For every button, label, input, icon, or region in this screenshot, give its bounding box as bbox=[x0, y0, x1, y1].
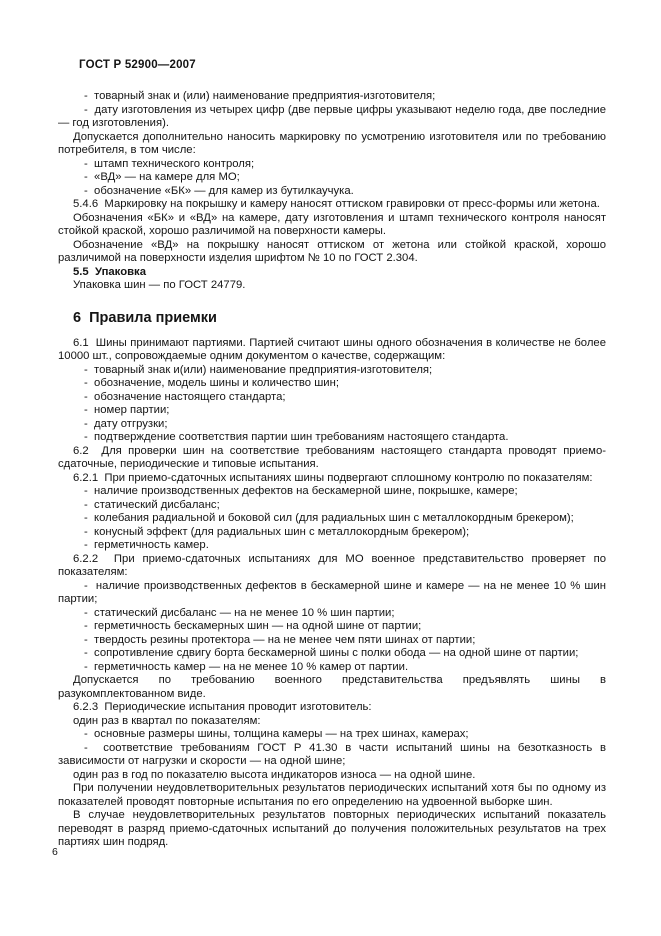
paragraph: один раз в квартал по показателям: bbox=[73, 714, 261, 727]
list-item: - обозначение «БК» — для камер из бутилкаучука. bbox=[84, 184, 354, 197]
list-item: - герметичность камер. bbox=[84, 539, 209, 551]
paragraph: 6.2.2 При приемо-сдаточных испытаниях для МО военное представительство проверяет по показателям: bbox=[58, 552, 606, 578]
paragraph: Допускается дополнительно наносить маркировку по усмотрению изготовителя или по требованию потребителя, в том числе: bbox=[58, 130, 606, 156]
paragraph: Обозначение «ВД» на покрышку наносят оттиском от жетона или стойкой краской, хорошо различимой на поверхности изделия шрифтом № 10 по ГОСТ 2.304. bbox=[58, 238, 606, 264]
paragraph: 6.1 Шины принимают партиями. Партией считают шины одного обозначения в количестве не более 10000 шт., сопровождаемые одним документом о качестве, содержащим: bbox=[58, 336, 606, 362]
list-item: - подтверждение соответствия партии шин требованиям настоящего стандарта. bbox=[84, 431, 509, 443]
list-item: - сопротивление сдвигу борта бескамерной шины с полки обода — на одной шине от партии; bbox=[84, 647, 579, 659]
paragraph: 6.2.1 При приемо-сдаточных испытаниях шины подвергают сплошному контролю по показателям: bbox=[73, 471, 593, 484]
list-item: - дату изготовления из четырех цифр (две первые цифры указывают неделю года, две последние — год изготовления). bbox=[58, 103, 606, 129]
list-item: - соответствие требованиям ГОСТ Р 41.30 в части испытаний шины на безотказность в зависимости от нагрузки и скорости — на одной шине; bbox=[58, 741, 606, 767]
section-heading: 6 Правила приемки bbox=[73, 309, 217, 326]
list-item: - обозначение, модель шины и количество шин; bbox=[84, 377, 339, 389]
page-number: 6 bbox=[52, 846, 58, 858]
list-item: - обозначение настоящего стандарта; bbox=[84, 390, 286, 403]
list-item: - статический дисбаланс — на не менее 10 % шин партии; bbox=[84, 606, 395, 619]
paragraph: При получении неудовлетворительных результатов периодических испытаний хотя бы по одному из показателей проводят повторные испытания по его определению на удвоенной выборке шин. bbox=[58, 782, 606, 808]
document-body bbox=[58, 90, 606, 850]
paragraph: 5.4.6 Маркировку на покрышку и камеру наносят оттиском гравировки от пресс-формы или жетона. bbox=[73, 198, 600, 210]
list-item: - твердость резины протектора — на не менее чем пяти шинах от партии; bbox=[84, 633, 476, 646]
list-item: - «ВД» — на камере для МО; bbox=[84, 171, 240, 183]
list-item: - наличие производственных дефектов в бескамерной шине и камере — на не менее 10 % шин партии; bbox=[58, 579, 606, 605]
list-item: - статический дисбаланс; bbox=[84, 498, 220, 511]
list-item: - колебания радиальной и боковой сил (для радиальных шин с металлокордным брекером); bbox=[84, 512, 574, 524]
list-item: - герметичность бескамерных шин — на одной шине от партии; bbox=[84, 620, 422, 632]
paragraph: один раз в год по показателю высота индикаторов износа — на одной шине. bbox=[73, 768, 476, 781]
paragraph: 6.2 Для проверки шин на соответствие требованиям настоящего стандарта проводят приемо-сдаточные, периодические и типовые испытания. bbox=[58, 444, 606, 470]
paragraph: 6.2.3 Периодические испытания проводит изготовитель: bbox=[73, 701, 372, 713]
list-item: - герметичность камер — на не менее 10 % камер от партии. bbox=[84, 660, 409, 673]
paragraph: Допускается по требованию военного представительства предъявлять шины в разукомплектованном виде. bbox=[58, 674, 606, 700]
subsection-heading: 5.5 Упаковка bbox=[73, 265, 146, 278]
list-item: - товарный знак и(или) наименование предприятия-изготовителя; bbox=[84, 363, 433, 376]
document-header: ГОСТ Р 52900—2007 bbox=[79, 59, 196, 71]
list-item: - штамп технического контроля; bbox=[84, 157, 255, 170]
list-item: - основные размеры шины, толщина камеры — на трех шинах, камерах; bbox=[84, 728, 469, 740]
list-item: - наличие производственных дефектов на бескамерной шине, покрышке, камере; bbox=[84, 485, 518, 497]
paragraph: Обозначения «БК» и «ВД» на камере, дату изготовления и штамп технического контроля наносят стойкой краской, хорошо различимой на поверхности камеры. bbox=[58, 211, 606, 237]
list-item: - товарный знак и (или) наименование предприятия-изготовителя; bbox=[84, 90, 436, 102]
list-item: - дату отгрузки; bbox=[84, 417, 168, 430]
paragraph: Упаковка шин — по ГОСТ 24779. bbox=[73, 279, 246, 291]
list-item: - номер партии; bbox=[84, 404, 170, 416]
list-item: - конусный эффект (для радиальных шин с металлокордным брекером); bbox=[84, 525, 470, 538]
paragraph: В случае неудовлетворительных результатов повторных периодических испытаний показатель переводят в разряд приемо-сдаточных испытаний до получения положительных результатов на трех партиях шин подряд. bbox=[58, 809, 606, 848]
